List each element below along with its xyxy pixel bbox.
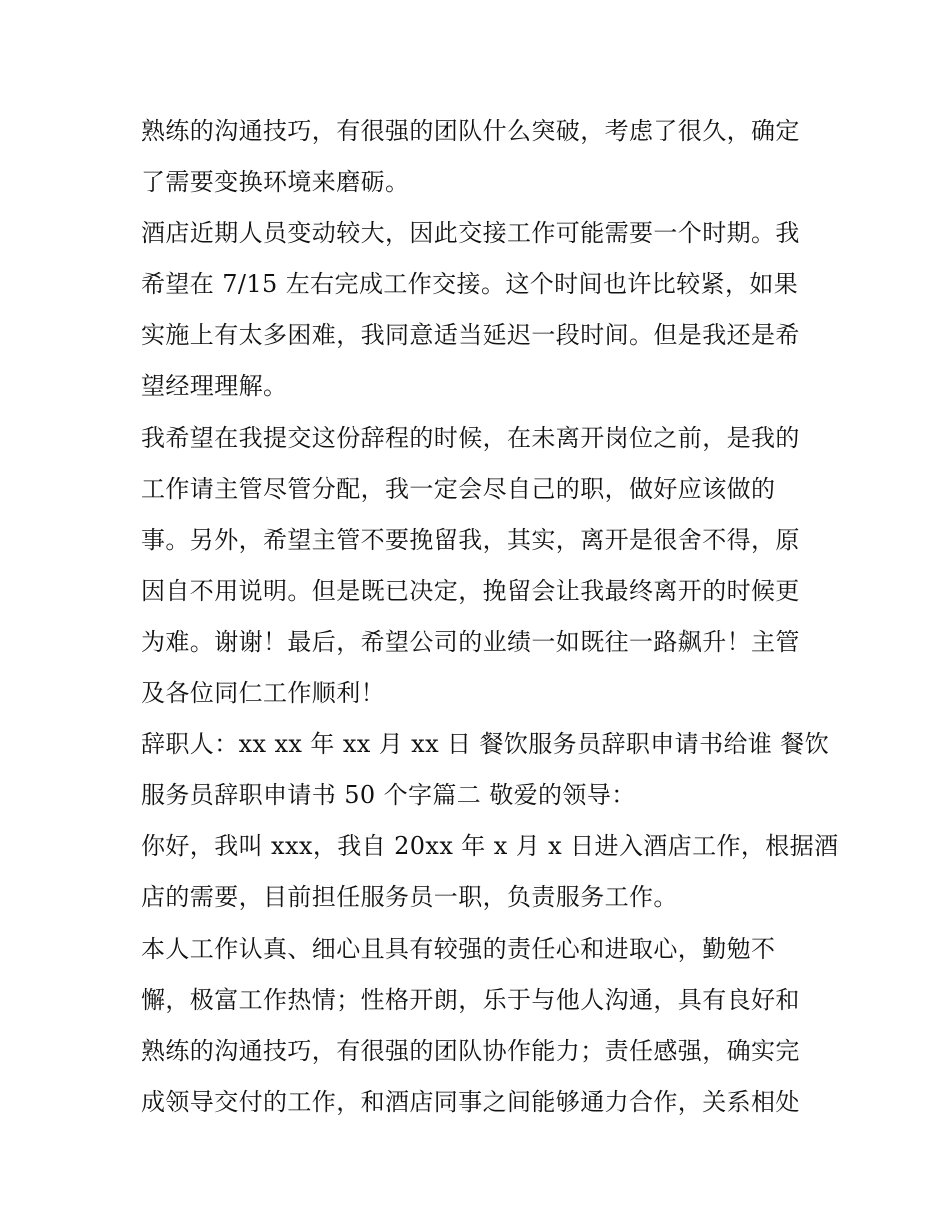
text-line: 酒店近期人员变动较大，因此交接工作可能需要一个时期。我 — [141, 219, 800, 248]
text-line: 工作请主管尽管分配，我一定会尽自己的职，做好应该做的 — [141, 474, 776, 503]
text-line: 熟练的沟通技巧，有很强的团队什么突破，考虑了很久，确定 — [141, 117, 800, 145]
text-line: 了需要变换环境来磨砺。 — [141, 168, 410, 197]
text-line: 因自不用说明。但是既已决定，挽留会让我最终离开的时候更 — [141, 576, 800, 605]
text-line: 熟练的沟通技巧，有很强的团队协作能力；责任感强，确实完 — [141, 1036, 800, 1065]
text-line: 我希望在我提交这份辞程的时候，在未离开岗位之前，是我的 — [141, 423, 800, 452]
text-line: 实施上有太多困难，我同意适当延迟一段时间。但是我还是希 — [141, 321, 800, 350]
text-line: 懈，极富工作热情；性格开朗，乐于与他人沟通，具有良好和 — [141, 985, 800, 1014]
text-line: 店的需要，目前担任服务员一职，负责服务工作。 — [141, 883, 678, 912]
text-line: 辞职人：xx xx 年 xx 月 xx 日 餐饮服务员辞职申请书给谁 餐饮 — [141, 730, 830, 759]
text-line: 为难。谢谢！最后，希望公司的业绩一如既往一路飙升！主管 — [141, 627, 800, 656]
text-line: 望经理理解。 — [141, 372, 288, 401]
text-line: 你好，我叫 xxx，我自 20xx 年 x 月 x 日进入酒店工作，根据酒 — [141, 832, 839, 861]
text-line: 本人工作认真、细心且具有较强的责任心和进取心，勤勉不 — [141, 934, 776, 963]
text-line: 希望在 7/15 左右完成工作交接。这个时间也许比较紧，如果 — [141, 270, 799, 299]
text-line: 服务员辞职申请书 50 个字篇二 敬爱的领导： — [141, 781, 636, 810]
text-line: 成领导交付的工作，和酒店同事之间能够通力合作，关系相处 — [141, 1087, 800, 1116]
text-line: 及各位同仁工作顺利！ — [141, 679, 385, 708]
text-line: 事。另外，希望主管不要挽留我，其实，离开是很舍不得，原 — [141, 525, 800, 554]
document-body — [141, 106, 839, 1128]
